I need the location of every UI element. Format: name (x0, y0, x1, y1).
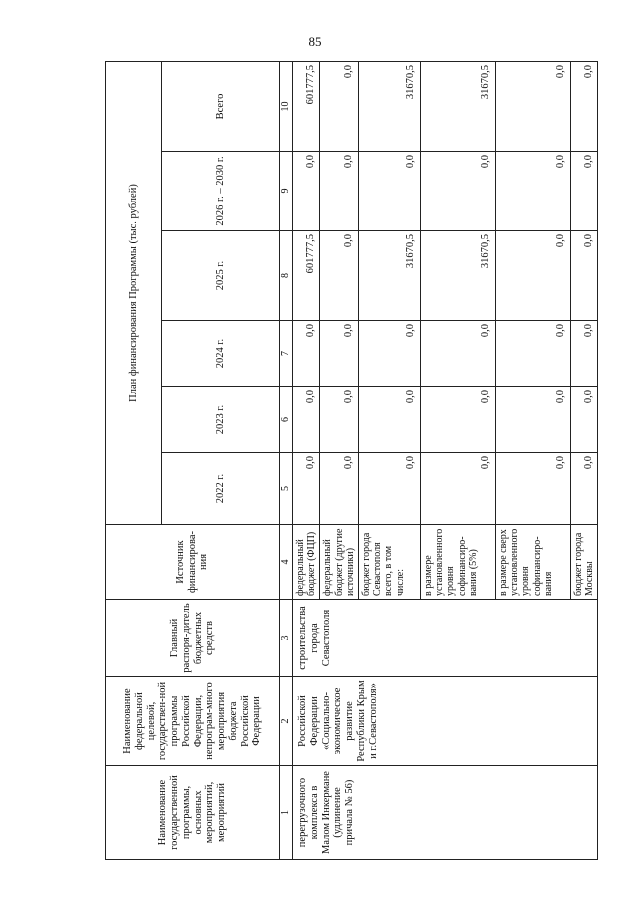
column-index: 2 (280, 677, 293, 766)
value-cell: 0,0 (320, 61, 359, 151)
value-cell: 0,0 (358, 453, 420, 525)
column-index: 4 (280, 525, 293, 600)
value-cell: 0,0 (420, 453, 495, 525)
header-year-2026-2030: 2026 г. – 2030 г. (162, 152, 280, 231)
value-cell: 31670,5 (358, 61, 420, 151)
column-index: 1 (280, 766, 293, 860)
value-cell: 0,0 (320, 453, 359, 525)
value-cell: 0,0 (320, 231, 359, 321)
funding-source-cell: в размере сверх установленного уровня софинансиро-вания (495, 525, 570, 600)
financing-table-wrapper (105, 62, 596, 860)
value-cell: 31670,5 (420, 61, 495, 151)
budget-manager-cell: строительства города Севастополя (293, 600, 598, 677)
header-row-top (106, 61, 162, 859)
header-program-name: Наименование государственной программы, основных мероприятий, мероприятий (106, 766, 280, 860)
value-cell: 0,0 (293, 321, 320, 387)
value-cell: 0,0 (320, 152, 359, 231)
column-index: 7 (280, 321, 293, 387)
value-cell: 0,0 (495, 231, 570, 321)
funding-source-cell: в размере установленного уровня софинансиро-вания (5%) (420, 525, 495, 600)
header-year-2025: 2025 г. (162, 231, 280, 321)
column-index: 6 (280, 387, 293, 453)
value-cell: 31670,5 (420, 231, 495, 321)
value-cell: 0,0 (495, 453, 570, 525)
header-year-2024: 2024 г. (162, 321, 280, 387)
table-row (293, 61, 320, 859)
value-cell: 0,0 (570, 453, 597, 525)
value-cell: 0,0 (420, 152, 495, 231)
value-cell: 0,0 (420, 387, 495, 453)
value-cell: 0,0 (495, 61, 570, 151)
value-cell: 0,0 (495, 321, 570, 387)
value-cell: 0,0 (570, 231, 597, 321)
value-cell: 0,0 (570, 61, 597, 151)
column-index: 8 (280, 231, 293, 321)
column-index: 3 (280, 600, 293, 677)
value-cell: 0,0 (570, 387, 597, 453)
value-cell: 0,0 (320, 321, 359, 387)
funding-source-cell: федеральный бюджет (ФЦП) (293, 525, 320, 600)
program-name-cell: перегрузочного комплекса в Малом Инкермане (удлинение причала № 56) (293, 766, 598, 860)
federal-program-cell: Российской Федерации «Социально-экономическое развитие Республики Крым и г.Севастополя» (293, 677, 598, 766)
value-cell: 601777,5 (293, 61, 320, 151)
value-cell: 0,0 (570, 321, 597, 387)
value-cell: 601777,5 (293, 231, 320, 321)
column-index: 5 (280, 453, 293, 525)
value-cell: 0,0 (320, 387, 359, 453)
header-funding-source: Источник финансирова-ния (106, 525, 280, 600)
financing-plan-table (105, 61, 598, 860)
value-cell: 0,0 (495, 152, 570, 231)
header-total: Всего (162, 61, 280, 151)
value-cell: 0,0 (420, 321, 495, 387)
header-year-2023: 2023 г. (162, 387, 280, 453)
funding-source-cell: бюджет города Севастополя всего, в том числе: (358, 525, 420, 600)
value-cell: 0,0 (358, 321, 420, 387)
value-cell: 0,0 (570, 152, 597, 231)
value-cell: 0,0 (293, 387, 320, 453)
column-index: 9 (280, 152, 293, 231)
funding-source-cell: федеральный бюджет (другие источники) (320, 525, 359, 600)
value-cell: 31670,5 (358, 231, 420, 321)
column-index-row (280, 61, 293, 859)
column-index: 10 (280, 61, 293, 151)
value-cell: 0,0 (495, 387, 570, 453)
value-cell: 0,0 (293, 152, 320, 231)
value-cell: 0,0 (293, 453, 320, 525)
rotated-table-container (105, 62, 596, 860)
page-number: 85 (308, 34, 322, 49)
header-year-2022: 2022 г. (162, 453, 280, 525)
header-plan-group: План финансирования Программы (тыс. рублей) (106, 61, 162, 524)
value-cell: 0,0 (358, 152, 420, 231)
header-budget-manager: Главный распоря-дитель бюджетных средств (106, 600, 280, 677)
funding-source-cell: бюджет города Москвы (570, 525, 597, 600)
header-federal-program: Наименование федеральной целевой, государствен-ной программы Российской Федерации, непрограм-много мероприятия бюджета Российской Федерации (106, 677, 280, 766)
value-cell: 0,0 (358, 387, 420, 453)
